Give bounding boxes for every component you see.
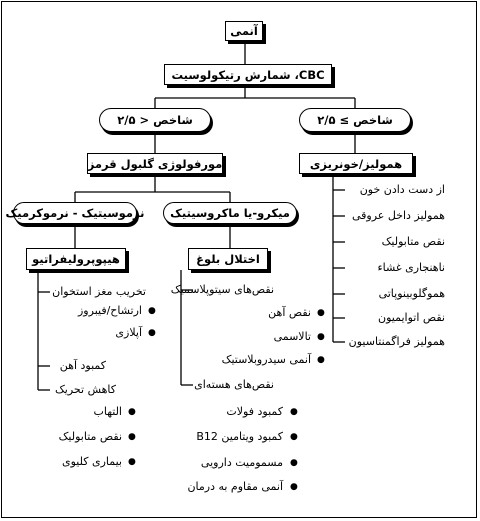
iron-deficiency-label: کمبود آهن [59, 359, 106, 372]
folate-deficiency-label: کمبود فولات [226, 405, 283, 418]
cytoplasmic-defects-label: نقص‌های سیتوپلاسمیک [170, 283, 274, 296]
bullet-dot: ● [290, 482, 298, 492]
hemolysis-item-3: نقص متابولیک [381, 235, 445, 248]
hemolysis-item-2: همولیز داخل عروقی [351, 209, 445, 222]
b12-deficiency-label: کمبود ویتامین B12 [196, 430, 283, 443]
reduced-stimulation-label: کاهش تحریک [54, 383, 116, 396]
iron-defect-label: نقص آهن [268, 306, 311, 319]
infiltration-fibrosis-label: ارتشاح/فیبروز [78, 304, 142, 317]
bullet-dot: ● [148, 328, 156, 338]
metabolic-defect-label: نقص متابولیک [58, 430, 122, 443]
hemolysis-bleeding-box: همولیز/خونریزی [299, 153, 413, 174]
aplasia-label: آپلازی [115, 326, 142, 339]
hypoproliferative-box: هیپوپرولیفراتیو [26, 248, 126, 270]
inflammation-label: التهاب [93, 405, 122, 418]
marrow-damage-label: تخریب مغز استخوان [52, 285, 146, 298]
bullet-dot: ● [128, 432, 136, 442]
bullet-dot: ● [290, 432, 298, 442]
sideroblastic-anemia-label: آنمی سیدروبلاستیک [221, 353, 311, 366]
root-anemia-box: آنمی [225, 21, 263, 41]
bullet-dot: ● [317, 308, 325, 318]
refractory-anemia-label: آنمی مقاوم به درمان [187, 480, 283, 493]
hemolysis-item-7: همولیز فراگمنتاسیون [348, 335, 445, 348]
hemolysis-item-6: نقص اتوایمیون [378, 311, 445, 324]
cbc-box: CBC، شمارش رتیکولوسیت [164, 64, 332, 85]
hemolysis-item-4: ناهنجاری غشاء [377, 261, 445, 274]
bullet-dot: ● [148, 306, 156, 316]
index-low-pill: شاخص < ۲/۵ [99, 108, 211, 132]
thalassemia-label: تالاسمی [273, 330, 311, 343]
drug-toxicity-label: مسمومیت دارویی [200, 456, 283, 469]
bullet-dot: ● [128, 457, 136, 467]
bullet-dot: ● [128, 407, 136, 417]
bullet-dot: ● [290, 407, 298, 417]
hemolysis-item-1: از دست دادن خون [359, 183, 445, 196]
bullet-dot: ● [317, 332, 325, 342]
rbc-morphology-box: مورفولوژی گلبول قرمز [87, 153, 223, 174]
bullet-dot: ● [290, 458, 298, 468]
nuclear-defects-label: نقص‌های هسته‌ای [194, 378, 274, 391]
index-high-pill: شاخص ≥ ۲/۵ [299, 108, 411, 132]
hemolysis-item-5: هموگلوبینوپاتی [378, 287, 445, 300]
maturation-disorder-box: اختلال بلوغ [188, 248, 268, 270]
renal-disease-label: بیماری کلیوی [61, 455, 122, 468]
bullet-dot: ● [317, 355, 325, 365]
micro-macrocytic-pill: میکرو-یا ماکروسیتیک [163, 202, 297, 224]
normocytic-pill: نرموسیتیک - نرموکرمیک [13, 202, 137, 224]
